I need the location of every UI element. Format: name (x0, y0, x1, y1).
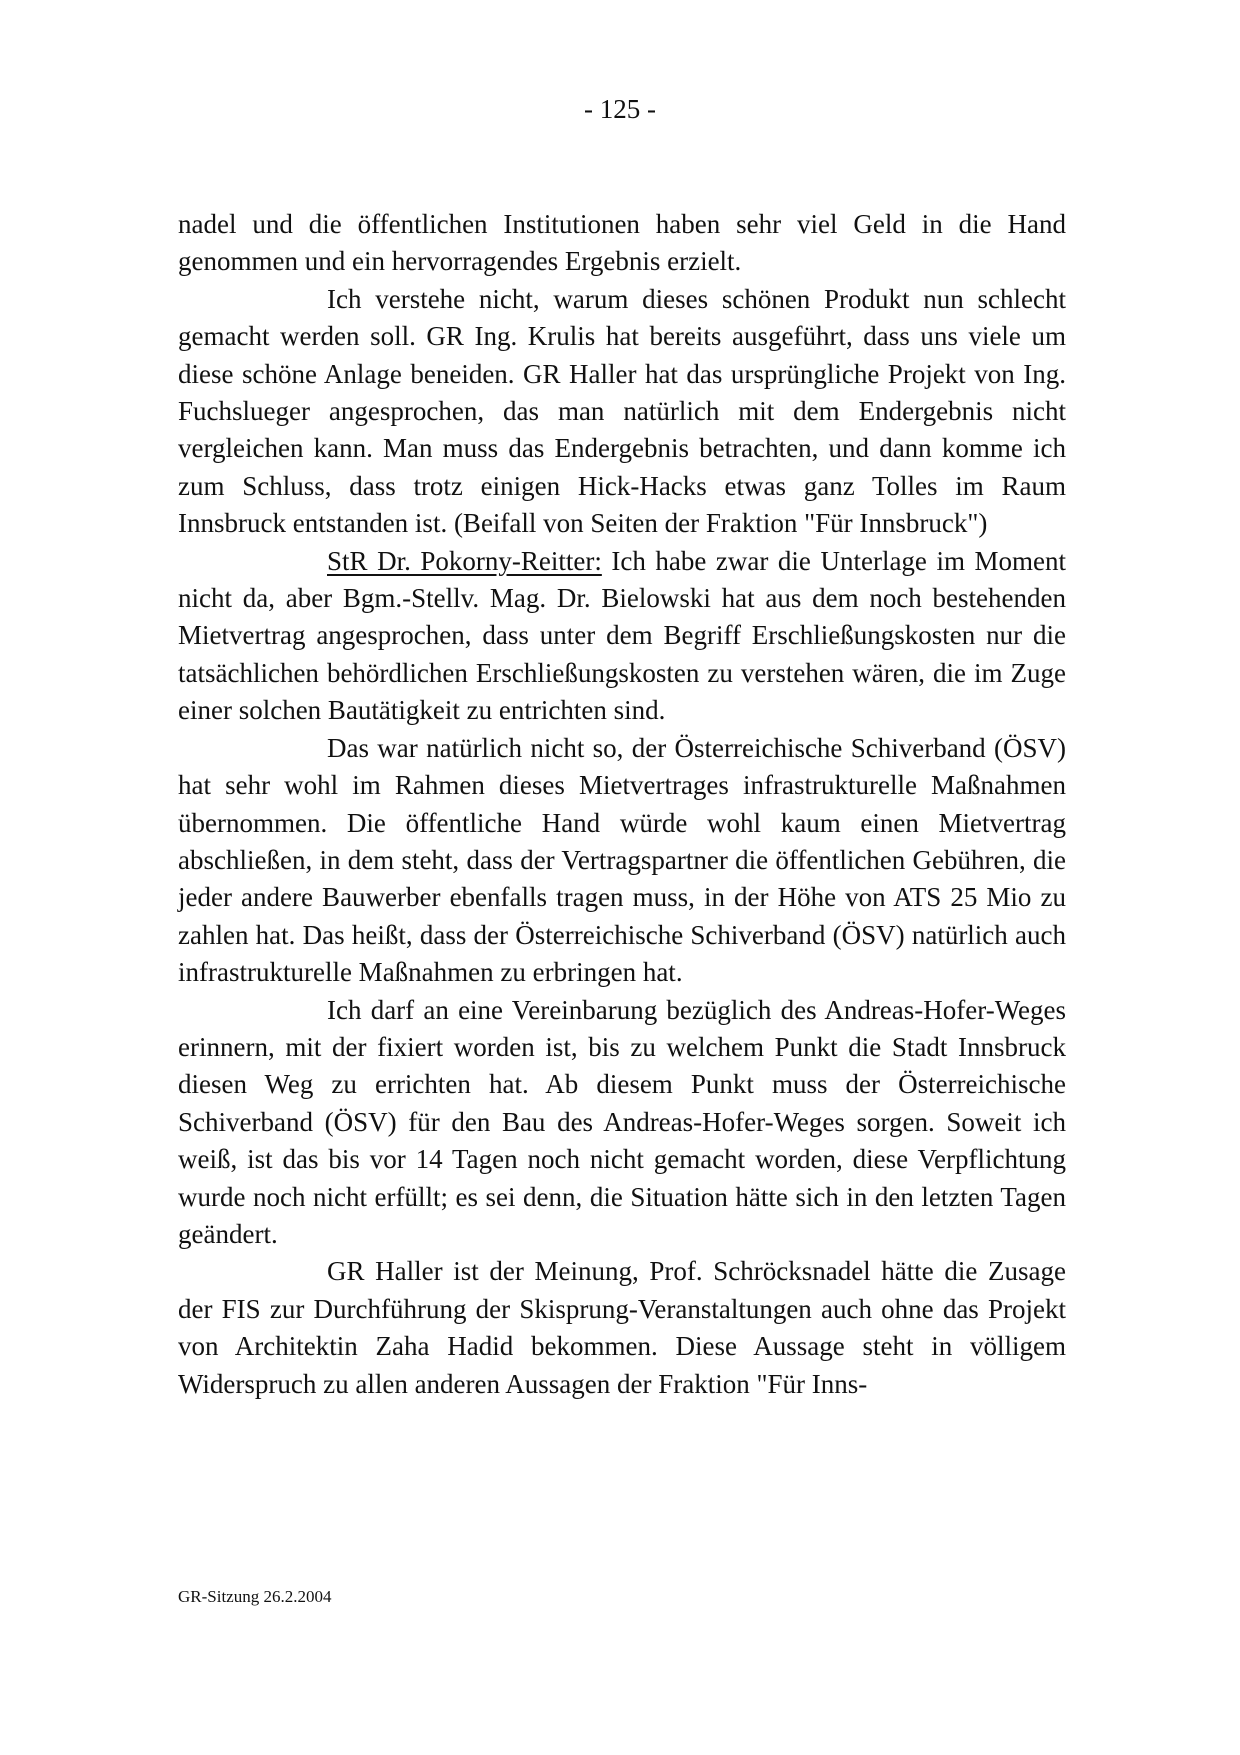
paragraph-product: Ich verstehe nicht, warum dieses schönen Produkt nun schlecht gemacht werden soll. GR Ing. Krulis hat bereits ausgeführt, dass uns viele um diese schöne Anlage beneiden. GR Haller hat das ursprüngliche Projekt von Ing. Fuchslueger angesprochen, das man natürlich mit dem Endergebnis nicht vergleichen kann. Man muss das Endergebnis betrachten, und dann komme ich zum Schluss, dass trotz einigen Hick-Hacks etwas ganz Tolles im Raum Innsbruck entstanden ist. (Beifall von Seiten der Fraktion "Für Innsbruck") (178, 283, 1066, 539)
paragraph-speech-pokorny-reitter (178, 543, 1066, 730)
footer-session-date: GR-Sitzung 26.2.2004 (178, 1587, 332, 1606)
paragraph-fis-approval: GR Haller ist der Meinung, Prof. Schröcksnadel hätte die Zusage der FIS zur Durchführung der Skisprung-Veranstaltungen auch ohne das Projekt von Architektin Zaha Hadid bekommen. Diese Aussage steht in völligem Widerspruch zu allen anderen Aussagen der Fraktion "Für Inns- (178, 1256, 1066, 1399)
paragraph-andreas-hofer-weg: Ich darf an eine Vereinbarung bezüglich des Andreas-Hofer-Weges erinnern, mit der fixiert worden ist, bis zu welchem Punkt die Stadt Innsbruck diesen Weg zu errichten hat. Ab diesem Punkt muss der Österreichische Schiverband (ÖSV) für den Bau des Andreas-Hofer-Weges sorgen. Soweit ich weiß, ist das bis vor 14 Tagen noch nicht gemacht worden, diese Verpflichtung wurde noch nicht erfüllt; es sei denn, die Situation hätte sich in den letzten Tagen geändert. (178, 994, 1066, 1249)
document-body (178, 206, 1066, 1403)
speaker-name: StR Dr. Pokorny-Reitter: (327, 545, 602, 576)
page-number: - 125 - (584, 94, 656, 124)
paragraph-osv-measures: Das war natürlich nicht so, der Österreichische Schiverband (ÖSV) hat sehr wohl im Rahmen dieses Mietvertrages infrastrukturelle Maßnahmen übernommen. Die öffentliche Hand würde wohl kaum einen Mietvertrag abschließen, in dem steht, dass der Vertragspartner die öffentlichen Gebühren, die jeder andere Bauwerber ebenfalls tragen muss, in der Höhe von ATS 25 Mio zu zahlen hat. Das heißt, dass der Österreichische Schiverband (ÖSV) natürlich auch infrastrukturelle Maßnahmen zu erbringen hat. (178, 732, 1066, 988)
paragraph-continuation: nadel und die öffentlichen Institutionen haben sehr viel Geld in die Hand genommen und ein hervorragendes Ergebnis erzielt. (178, 209, 1066, 277)
speech-text: Ich habe zwar die Unterlage im Moment nicht da, aber Bgm.-Stellv. Mag. Dr. Bielowski hat aus dem noch bestehenden Mietvertrag angesprochen, dass unter dem Begriff Erschließungskosten nur die tatsächlichen behördlichen Erschließungskosten zu verstehen wären, die im Zuge einer solchen Bautätigkeit zu entrichten sind. (178, 545, 1066, 726)
